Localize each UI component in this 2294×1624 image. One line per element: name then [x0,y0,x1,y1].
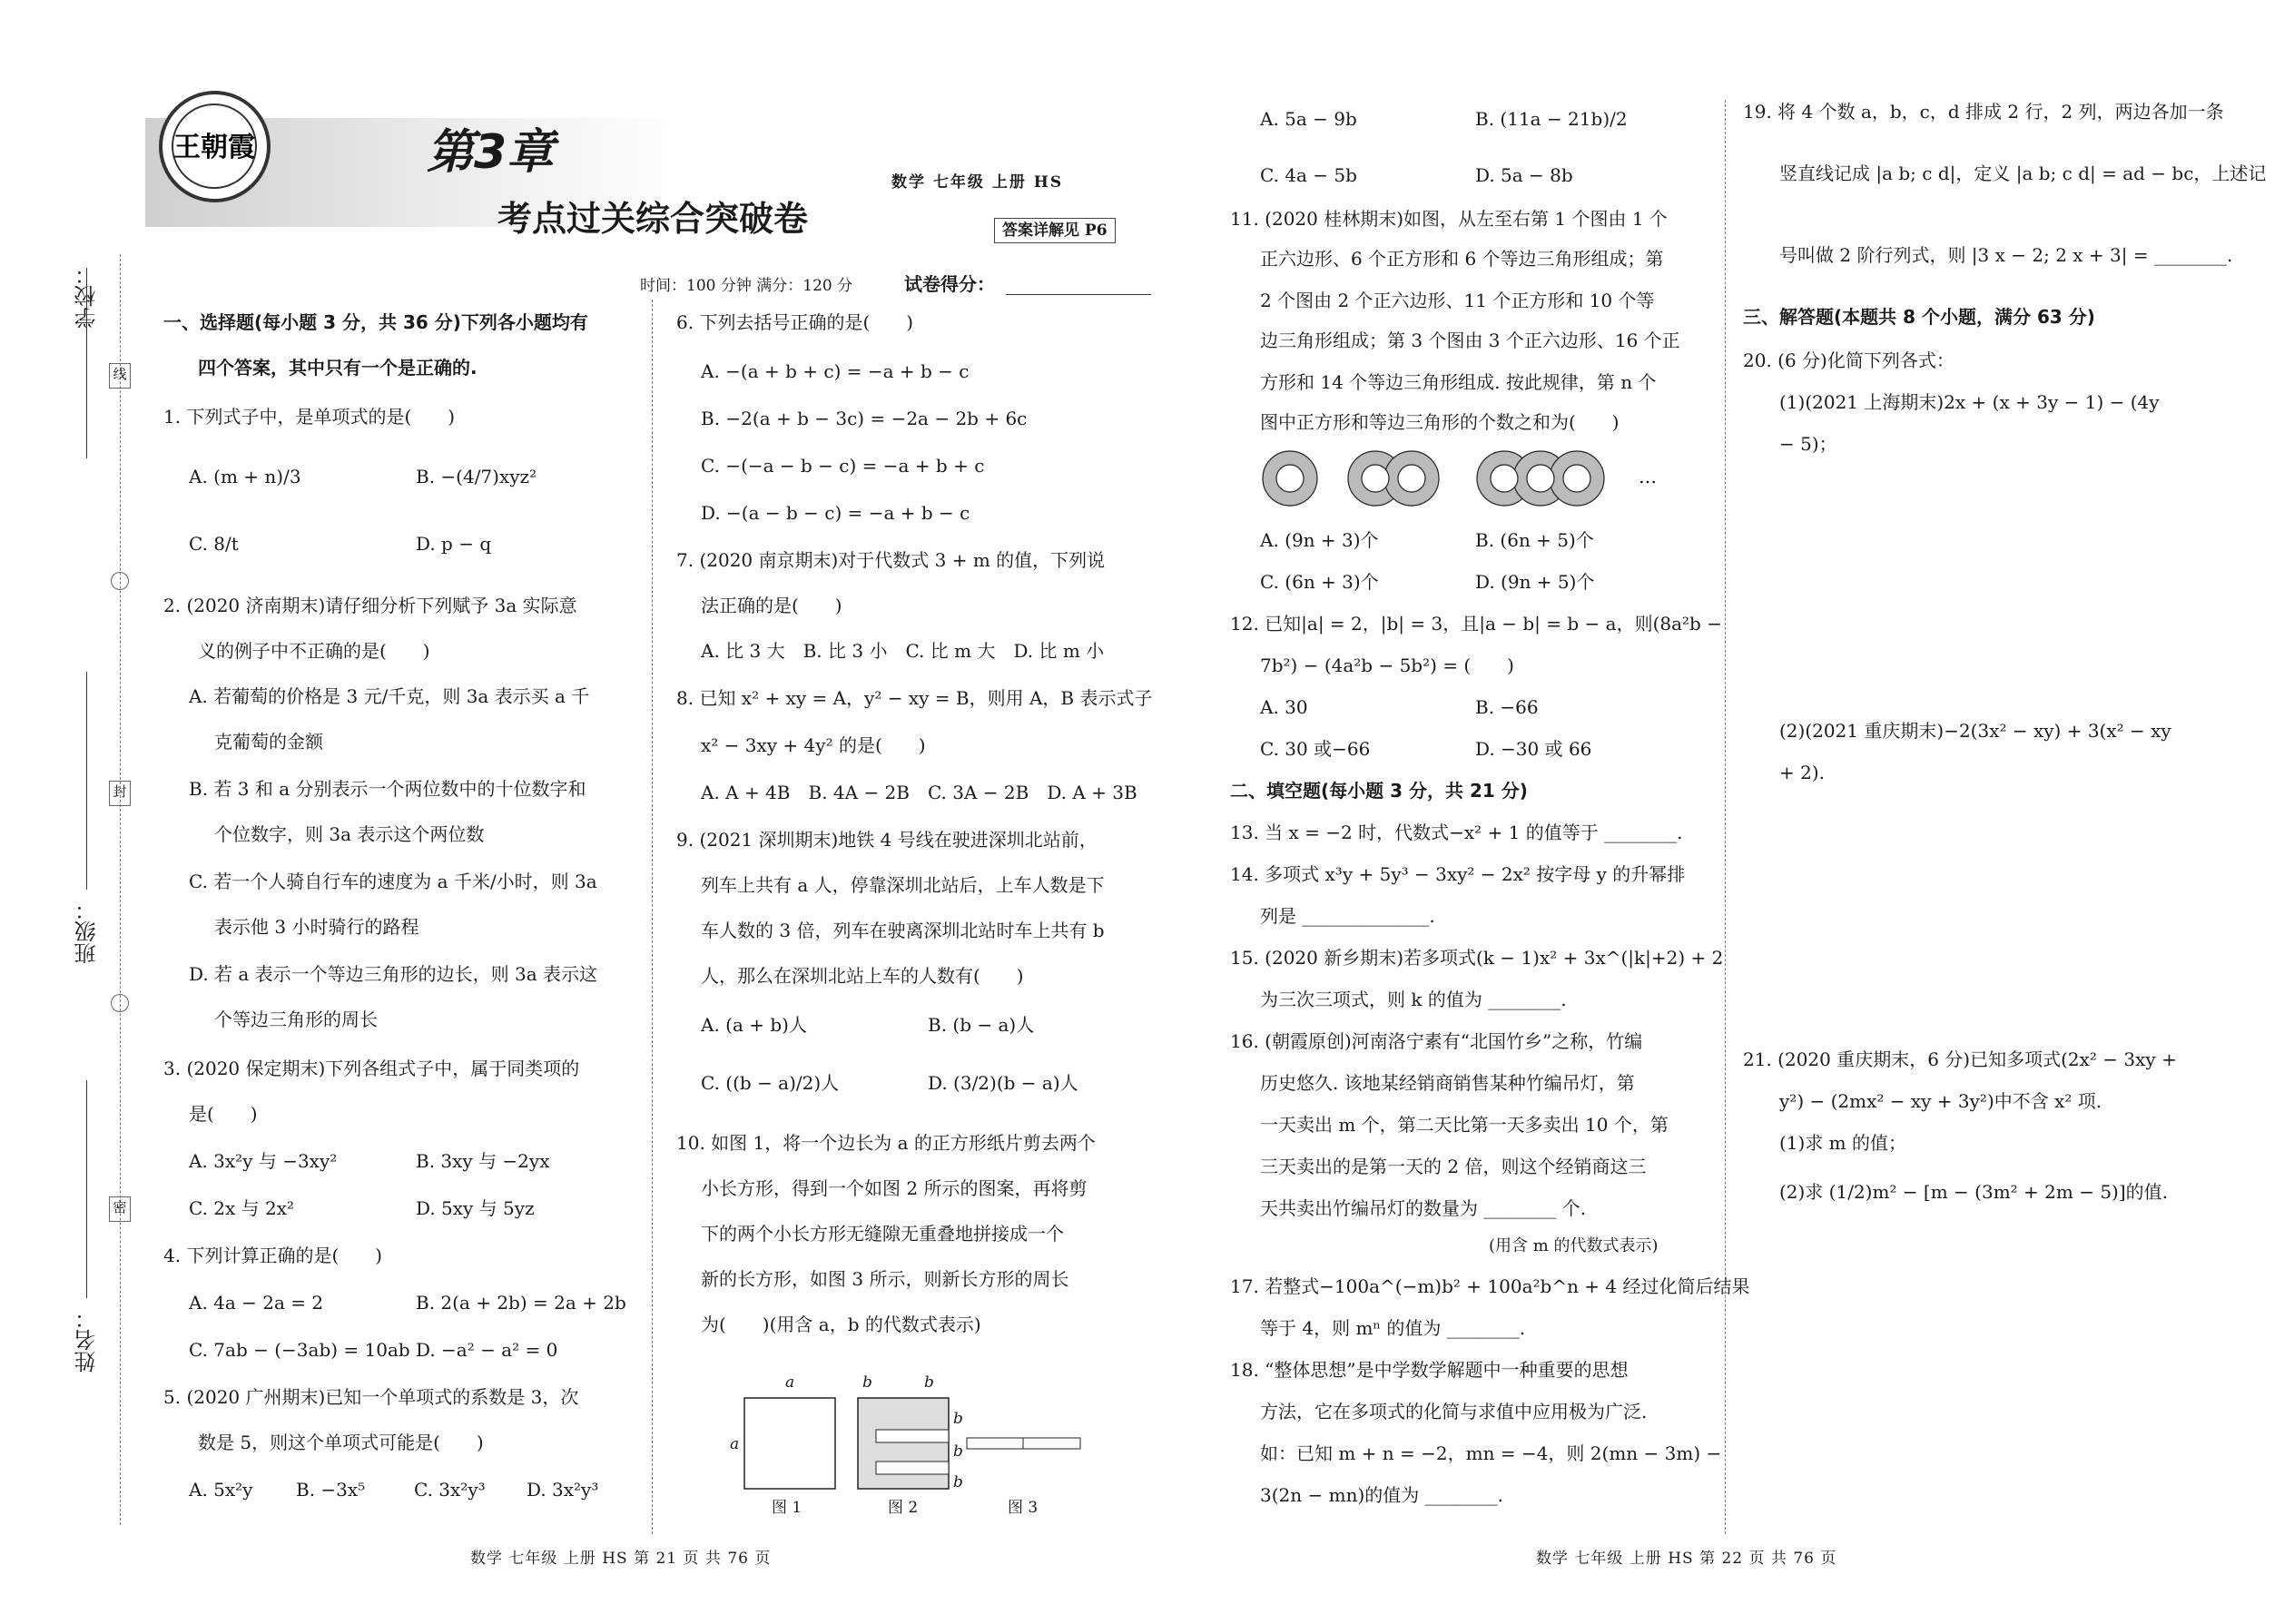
q12-option-c: C. 30 或−66 [1260,738,1371,760]
q16: 16. (朝霞原创)河南洛宁素有“北国竹乡”之称，竹编 [1230,1030,1643,1052]
q10-option-a: A. 5a − 9b [1260,108,1357,130]
fig2-label-b1: b [953,1410,963,1428]
fig2-label-b-top1: b [862,1373,872,1392]
fig1-caption: 图 1 [772,1499,802,1517]
q19-cont-2: 号叫做 2 阶行列式，则 |3 x − 2; 2 x + 3| = ________. [1779,244,2233,266]
q9-option-a: A. (a + b)人 [701,1014,807,1036]
svg-text:…: … [1639,466,1657,487]
q21-cont: y²) − (2mx² − xy + 3y²)中不含 x² 项. [1779,1090,2102,1112]
q10-cont-1: 小长方形，得到一个如图 2 所示的图案，再将剪 [701,1177,1088,1199]
q9-option-c: C. ((b − a)/2)人 [701,1072,840,1094]
school-label: 学校： [74,263,100,329]
q11-cont-3: 边三角形组成；第 3 个图由 3 个正六边形、16 个正 [1260,330,1680,351]
q9-cont-2: 车人数的 3 倍，列车在驶离深圳北站时车上共有 b [701,920,1105,941]
q9-cont-1: 列车上共有 a 人，停靠深圳北站后，上车人数是下 [701,874,1105,896]
column-divider [1725,100,1726,1534]
q8-options: A. A + 4B B. 4A − 2B C. 3A − 2B D. A + 3B [701,782,1137,803]
q11-option-d: D. (9n + 5)个 [1475,571,1595,593]
q21: 21. (2020 重庆期末，6 分)已知多项式(2x² − 3xy + [1743,1048,2177,1070]
q20: 20. (6 分)化简下列各式： [1743,349,1954,371]
q10-option-d: D. 5a − 8b [1475,164,1573,186]
q5-option-d: D. 3x²y³ [527,1479,599,1501]
q11-option-a: A. (9n + 3)个 [1260,529,1379,551]
q9-option-d: D. (3/2)(b − a)人 [928,1072,1078,1094]
q15: 15. (2020 新乡期末)若多项式(k − 1)x² + 3x^(|k|+2) + 2 [1230,947,1724,969]
q10-cont-2: 下的两个小长方形无缝隙无重叠地拼接成一个 [701,1223,1064,1245]
seal-feng-mark: 封 [109,781,131,806]
fig1-label-a-top: a [785,1373,795,1392]
binding-hole-icon [111,994,129,1012]
q10: 10. 如图 1，将一个边长为 a 的正方形纸片剪去两个 [676,1132,1096,1154]
q18-cont-3: 3(2n − mn)的值为 ________. [1260,1484,1503,1506]
q9-cont-3: 人，那么在深圳北站上车的人数有( ) [701,965,1024,987]
column-divider [652,300,653,1534]
q9: 9. (2021 深圳期末)地铁 4 号线在驶进深圳北站前， [676,829,1098,851]
fig2-caption: 图 2 [888,1499,919,1517]
class-label: 班级： [74,899,100,964]
q4-option-a: A. 4a − 2a = 2 [189,1292,324,1314]
q12-cont: 7b²) − (4a²b − 5b²) = ( ) [1260,655,1514,676]
q3-cont: 是( ) [189,1103,258,1125]
q10-cont-3: 新的长方形，如图 3 所示，则新长方形的周长 [701,1268,1069,1290]
name-field[interactable] [86,1080,87,1298]
q17: 17. 若整式−100a^(−m)b² + 100a²b^n + 4 经过化简后结果 [1230,1275,1750,1297]
publisher-logo [159,91,271,202]
section-1-title: 一、选择题(每小题 3 分，共 36 分)下列各小题均有 [163,311,588,333]
section-3-title: 三、解答题(本题共 8 个小题，满分 63 分) [1743,306,2095,328]
name-label: 姓名： [74,1307,100,1373]
q11-cont-4: 方形和 14 个等边三角形组成. 按此规律，第 n 个 [1260,371,1657,393]
q7-cont: 法正确的是( ) [701,595,842,616]
q4-option-c: C. 7ab − (−3ab) = 10ab [189,1339,410,1361]
q8-cont: x² − 3xy + 4y² 的是( ) [701,734,926,756]
fig1-label-a-left: a [730,1435,740,1453]
q15-cont: 为三次三项式，则 k 的值为 ________. [1260,989,1567,1010]
q11-option-c: C. (6n + 3)个 [1260,571,1379,593]
q14: 14. 多项式 x³y + 5y³ − 3xy² − 2x² 按字母 y 的升幂排 [1230,863,1686,885]
q12-option-b: B. −66 [1475,696,1539,718]
svg-text:王朝霞: 王朝霞 [173,132,255,163]
q11-pattern-figure [1257,447,1675,510]
q7: 7. (2020 南京期末)对于代数式 3 + m 的值，下列说 [676,549,1106,571]
q16-cont-4: 天共卖出竹编吊灯的数量为 ________ 个. [1260,1197,1587,1219]
q17-cont: 等于 4，则 mⁿ 的值为 ________. [1260,1317,1526,1339]
q1: 1. 下列式子中，是单项式的是( ) [163,406,456,428]
fig2-label-b2: b [953,1442,963,1461]
q2-option-a: A. 若葡萄的价格是 3 元/千克，则 3a 表示买 a 千 [189,685,590,707]
q2-option-a-cont: 克葡萄的金额 [214,731,323,753]
q2-option-d-cont: 个等边三角形的周长 [214,1009,378,1030]
q2-option-d: D. 若 a 表示一个等边三角形的边长，则 3a 表示这 [189,963,598,985]
q5-option-c: C. 3x²y³ [414,1479,486,1501]
q2-option-c-cont: 表示他 3 小时骑行的路程 [214,916,419,938]
q10-cont-4: 为( )(用含 a，b 的代数式表示) [701,1314,981,1335]
q2-option-c: C. 若一个人骑自行车的速度为 a 千米/小时，则 3a [189,871,597,892]
q11-cont-2: 2 个图由 2 个正六边形、11 个正方形和 10 个等 [1260,290,1655,311]
q14-cont: 列是 ______________. [1260,905,1435,927]
footer-right: 数学 七年级 上册 HS 第 22 页 共 76 页 [1536,1550,1837,1568]
school-field[interactable] [86,268,87,458]
fig2-label-b-top2: b [924,1373,934,1392]
q3: 3. (2020 保定期末)下列各组式子中，属于同类项的 [163,1058,580,1079]
q12: 12. 已知|a| = 2，|b| = 3，且|a − b| = b − a，则(8a²b − [1230,613,1722,635]
q1-option-a: A. (m + n)/3 [189,466,301,487]
q9-option-b: B. (b − a)人 [928,1014,1035,1036]
seal-line-mark: 线 [109,363,131,389]
q8: 8. 已知 x² + xy = A，y² − xy = B，则用 A，B 表示式子 [676,687,1153,709]
q5-cont: 数是 5，则这个单项式可能是( ) [198,1432,484,1453]
q11-option-b: B. (6n + 5)个 [1475,529,1594,551]
q6: 6. 下列去括号正确的是( ) [676,311,914,333]
binding-dashed-line [120,254,121,1525]
q2: 2. (2020 济南期末)请仔细分析下列赋予 3a 实际意 [163,595,577,616]
fig3-caption: 图 3 [1008,1499,1039,1517]
chapter-title: 第3章 [427,125,555,180]
q18-cont-1: 方法，它在多项式的化简与求值中应用极为广泛. [1260,1401,1648,1422]
q12-option-d: D. −30 或 66 [1475,738,1592,760]
subject-tags: 数学 七年级 上册 HS [891,173,1064,192]
q20-part2: (2)(2021 重庆期末)−2(3x² − xy) + 3(x² − xy [1779,720,2171,742]
q5: 5. (2020 广州期末)已知一个单项式的系数是 3，次 [163,1386,579,1408]
q4-option-b: B. 2(a + 2b) = 2a + 2b [416,1292,626,1314]
q10-option-c: C. 4a − 5b [1260,164,1357,186]
q2-option-b: B. 若 3 和 a 分别表示一个两位数中的十位数字和 [189,778,586,800]
score-label: 试卷得分： [904,273,995,295]
q16-cont-2: 一天卖出 m 个，第二天比第一天多卖出 10 个，第 [1260,1114,1669,1136]
q10-option-b: B. (11a − 21b)/2 [1475,108,1628,130]
q21-part2: (2)求 (1/2)m² − [m − (3m² + 2m − 5)]的值. [1779,1181,2169,1203]
q20-part1: (1)(2021 上海期末)2x + (x + 3y − 1) − (4y [1779,391,2160,413]
q18: 18. “整体思想”是中学数学解题中一种重要的思想 [1230,1359,1629,1381]
q16-cont-1: 历史悠久. 该地某经销商销售某种竹编吊灯，第 [1260,1072,1635,1094]
q21-part1: (1)求 m 的值； [1779,1132,1907,1154]
exam-time: 时间：100 分钟 满分：120 分 [640,277,853,295]
seal-mi-mark: 密 [109,1196,131,1222]
answer-reference: 答案详解见 P6 [994,218,1116,243]
footer-left: 数学 七年级 上册 HS 第 21 页 共 76 页 [470,1550,772,1568]
q2-option-b-cont: 个位数字，则 3a 表示这个两位数 [214,823,485,845]
q4: 4. 下列计算正确的是( ) [163,1245,383,1266]
q20-part1-cont: − 5)； [1779,433,1837,455]
q11-cont-1: 正六边形、6 个正方形和 6 个等边三角形组成；第 [1260,248,1664,270]
q7-options: A. 比 3 大 B. 比 3 小 C. 比 m 大 D. 比 m 小 [701,640,1105,662]
score-field[interactable] [1006,294,1151,295]
q19: 19. 将 4 个数 a，b，c，d 排成 2 行，2 列，两边各加一条 [1743,101,2224,123]
q18-cont-2: 如：已知 m + n = −2，mn = −4，则 2(mn − 3m) − [1260,1442,1722,1464]
q20-part2-cont: + 2). [1779,762,1825,783]
section-1-title-cont: 四个答案，其中只有一个是正确的. [198,357,478,379]
q3-option-c: C. 2x 与 2x² [189,1197,295,1219]
q1-option-d: D. p − q [416,533,492,555]
q11: 11. (2020 桂林期末)如图，从左至右第 1 个图由 1 个 [1230,208,1668,230]
binding-hole-icon [111,572,129,590]
q3-option-b: B. 3xy 与 −2yx [416,1150,550,1172]
q11-cont-5: 图中正方形和等边三角形的个数之和为( ) [1260,411,1620,433]
exam-title: 考点过关综合突破卷 [497,199,809,239]
class-field[interactable] [86,672,87,890]
q12-option-a: A. 30 [1260,696,1308,718]
q16-note: (用含 m 的代数式表示) [1489,1236,1659,1255]
q6-option-a: A. −(a + b + c) = −a + b − c [701,360,970,382]
q3-option-a: A. 3x²y 与 −3xy² [189,1150,338,1172]
q3-option-d: D. 5xy 与 5yz [416,1197,535,1219]
q13: 13. 当 x = −2 时，代数式−x² + 1 的值等于 ________. [1230,822,1683,843]
section-2-title: 二、填空题(每小题 3 分，共 21 分) [1230,780,1528,802]
q5-option-a: A. 5x²y [189,1479,253,1501]
fig2-label-b3: b [953,1473,963,1491]
q2-cont: 义的例子中不正确的是( ) [198,640,430,662]
q19-cont-1: 竖直线记成 |a b; c d|，定义 |a b; c d| = ad − bc，上述记 [1779,162,2267,184]
q16-cont-3: 三天卖出的是第一天的 2 倍，则这个经销商这三 [1260,1156,1647,1177]
q6-option-b: B. −2(a + b − 3c) = −2a − 2b + 6c [701,408,1028,429]
q4-option-d: D. −a² − a² = 0 [416,1339,558,1361]
q5-option-b: B. −3x⁵ [296,1479,366,1501]
q1-option-b: B. −(4/7)xyz² [416,466,537,487]
q1-option-c: C. 8/t [189,533,239,555]
q6-option-c: C. −(−a − b − c) = −a + b + c [701,455,985,477]
q10-figure [726,1362,1108,1521]
q6-option-d: D. −(a − b − c) = −a + b − c [701,502,970,524]
